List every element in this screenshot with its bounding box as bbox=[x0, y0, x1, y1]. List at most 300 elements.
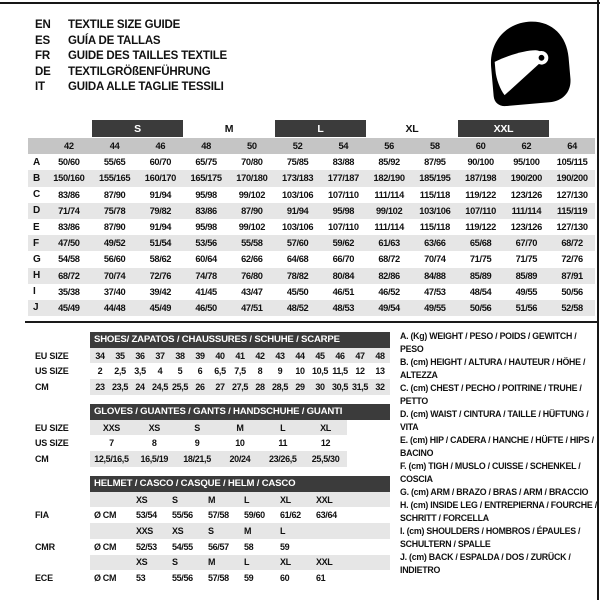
language-title: TEXTILGRÖßENFÜHRUNG bbox=[68, 65, 211, 78]
size-group-label: XL bbox=[405, 122, 419, 135]
gloves-row-values bbox=[90, 420, 347, 435]
measurement-value: 95/98 bbox=[332, 205, 355, 216]
measurement-value: 83/86 bbox=[58, 189, 80, 200]
shoes-value: 2,5 bbox=[114, 366, 126, 377]
measurement-value: 67/70 bbox=[515, 238, 538, 249]
helmet-table-title: HELMET / CASCO / CASQUE / HELM / CASCO bbox=[90, 476, 390, 492]
gloves-table bbox=[28, 404, 390, 467]
helmet-value: 59 bbox=[244, 573, 254, 584]
helmet-size-label: L bbox=[244, 557, 250, 568]
shoes-value: 34 bbox=[95, 350, 105, 361]
gloves-row-values bbox=[90, 436, 347, 451]
measurement-value: 68/72 bbox=[561, 238, 583, 249]
measurement-value: 173/183 bbox=[282, 173, 314, 184]
measurement-value: 111/114 bbox=[511, 205, 542, 216]
measurement-value: 50/56 bbox=[469, 302, 492, 313]
helmet-standard-row bbox=[28, 508, 390, 523]
shoes-value: 9 bbox=[277, 366, 283, 377]
measurement-value: 56/60 bbox=[103, 254, 126, 265]
measurement-value: 87/90 bbox=[103, 222, 126, 233]
helmet-unit-label: Ø CM bbox=[94, 573, 117, 584]
measurement-value: 155/165 bbox=[99, 173, 131, 184]
language-code: FR bbox=[35, 50, 50, 63]
measurement-value: 39/42 bbox=[149, 286, 172, 297]
shoes-value: 5 bbox=[177, 366, 183, 377]
helmet-value: 58 bbox=[244, 541, 254, 552]
helmet-value: 61/62 bbox=[280, 510, 301, 521]
language-code: ES bbox=[35, 34, 50, 47]
shoes-value: 4 bbox=[157, 366, 163, 377]
helmet-value: 60 bbox=[280, 573, 290, 584]
gloves-value: 25,5/30 bbox=[311, 453, 340, 464]
helmet-value: 55/56 bbox=[172, 573, 193, 584]
gloves-value: 23/26,5 bbox=[268, 453, 297, 464]
gloves-row bbox=[28, 436, 390, 451]
shoes-value: 23,5 bbox=[111, 381, 129, 392]
measurement-value: 85/92 bbox=[378, 157, 400, 168]
measurement-value: 90/100 bbox=[467, 157, 494, 168]
shoes-value: 8 bbox=[257, 366, 263, 377]
language-title: TEXTILE SIZE GUIDE bbox=[68, 19, 181, 31]
measurement-value: 85/89 bbox=[469, 270, 492, 281]
helmet-standard-values bbox=[90, 539, 390, 554]
measurement-row-label: D bbox=[33, 205, 40, 217]
measurement-value: 127/130 bbox=[556, 189, 588, 200]
measurement-value: 103/106 bbox=[282, 222, 314, 233]
measurement-value: 53/56 bbox=[195, 238, 217, 249]
gloves-table-title: GLOVES / GUANTES / GANTS / HANDSCHUHE / GUANTI bbox=[90, 404, 390, 420]
measurement-value: 46/50 bbox=[195, 302, 217, 313]
measurement-value: 44/48 bbox=[103, 302, 126, 313]
legend-item: G. (cm) ARM / BRAZO / BRAS / ARM / BRACCIO bbox=[400, 487, 589, 497]
gloves-value: 12 bbox=[320, 438, 331, 449]
measurement-value: 177/187 bbox=[327, 173, 359, 184]
measurement-value: 70/74 bbox=[103, 270, 126, 281]
gloves-row-label: US SIZE bbox=[35, 438, 69, 449]
shoes-value: 36 bbox=[135, 350, 145, 361]
measurement-value: 58/62 bbox=[149, 254, 172, 265]
helmet-value: 53/54 bbox=[136, 510, 157, 521]
measurement-value: 46/51 bbox=[332, 286, 355, 297]
measurement-value: 37/40 bbox=[103, 286, 126, 297]
helmet-value: 61 bbox=[316, 573, 326, 584]
measurement-value: 105/115 bbox=[556, 157, 588, 168]
helmet-value: 55/56 bbox=[172, 510, 193, 521]
shoes-value: 7,5 bbox=[234, 366, 246, 377]
measurement-value: 64/68 bbox=[286, 254, 309, 265]
measurement-row bbox=[28, 219, 595, 235]
shoes-value: 23 bbox=[95, 381, 105, 392]
helmet-size-label: XS bbox=[136, 494, 148, 505]
measurement-value: 127/130 bbox=[556, 222, 588, 233]
gloves-value: 8 bbox=[151, 438, 157, 449]
measurement-value: 95/100 bbox=[513, 157, 540, 168]
measurement-value: 170/180 bbox=[236, 173, 268, 184]
measurement-value: 107/110 bbox=[328, 189, 359, 200]
language-row bbox=[35, 65, 227, 81]
helmet-value: 56/57 bbox=[208, 541, 229, 552]
helmet-size-label: S bbox=[172, 494, 178, 505]
measurement-value: 160/170 bbox=[144, 173, 176, 184]
helmet-value: 59 bbox=[280, 541, 290, 552]
helmet-size-label: S bbox=[208, 525, 214, 536]
measurement-value: 115/118 bbox=[419, 189, 450, 200]
helmet-table bbox=[28, 476, 390, 586]
language-title: GUIDA ALLE TAGLIE TESSILI bbox=[68, 81, 224, 94]
measurement-value: 45/50 bbox=[286, 286, 309, 297]
measurement-row-label: F bbox=[33, 237, 39, 249]
shoes-value: 35 bbox=[115, 350, 125, 361]
shoes-value: 12 bbox=[355, 366, 365, 377]
gloves-value: 9 bbox=[194, 438, 200, 449]
measurement-value: 49/52 bbox=[103, 238, 126, 249]
size-number: 54 bbox=[338, 141, 349, 152]
helmet-value: 63/64 bbox=[316, 510, 337, 521]
shoes-value: 39 bbox=[195, 350, 205, 361]
shoes-value: 27,5 bbox=[231, 381, 249, 392]
shoes-value: 10 bbox=[295, 366, 305, 377]
measurement-value: 74/78 bbox=[195, 270, 217, 281]
measurement-value: 75/85 bbox=[286, 157, 309, 168]
measurement-value: 49/55 bbox=[424, 302, 446, 313]
measurement-value: 55/65 bbox=[103, 157, 126, 168]
measurement-value: 87/91 bbox=[561, 270, 583, 281]
measurement-value: 190/200 bbox=[556, 173, 588, 184]
measurement-value: 49/55 bbox=[515, 286, 538, 297]
shoes-row bbox=[28, 379, 390, 394]
measurement-value: 52/58 bbox=[561, 302, 583, 313]
measurement-value: 79/82 bbox=[149, 205, 172, 216]
measurement-value: 119/122 bbox=[465, 222, 496, 233]
measurement-value: 70/74 bbox=[424, 254, 446, 265]
measurement-value: 107/110 bbox=[465, 205, 496, 216]
helmet-value: 57/58 bbox=[208, 510, 229, 521]
helmet-size-row bbox=[28, 523, 390, 538]
language-title-list bbox=[35, 18, 227, 96]
language-title: GUIDE DES TAILLES TEXTILE bbox=[68, 50, 227, 63]
size-number: 56 bbox=[384, 141, 394, 152]
gloves-value: 10 bbox=[235, 438, 245, 449]
measurement-value: 83/88 bbox=[332, 157, 355, 168]
shoes-table-rows bbox=[28, 348, 390, 395]
measurement-value: 72/76 bbox=[149, 270, 172, 281]
shoes-value: 27 bbox=[215, 381, 225, 392]
measurement-value: 65/75 bbox=[195, 157, 217, 168]
measurement-value: 71/74 bbox=[58, 205, 80, 216]
shoes-value: 40 bbox=[215, 350, 225, 361]
measurement-value: 72/76 bbox=[561, 254, 583, 265]
helmet-standard-row bbox=[28, 570, 390, 585]
gloves-value: 20/24 bbox=[229, 453, 251, 464]
measurement-value: 49/54 bbox=[378, 302, 400, 313]
measurement-value: 50/56 bbox=[561, 286, 583, 297]
shoes-row-label: CM bbox=[35, 381, 49, 392]
gloves-value: 16,5/19 bbox=[140, 453, 169, 464]
size-group-row bbox=[28, 120, 595, 137]
measurement-row bbox=[28, 251, 595, 267]
measurement-value: 111/114 bbox=[374, 189, 404, 200]
gloves-value: XL bbox=[320, 422, 331, 433]
gloves-value: 11 bbox=[278, 438, 288, 449]
size-number: 48 bbox=[201, 141, 211, 152]
measurement-value: 123/126 bbox=[510, 189, 542, 200]
top-border-rule bbox=[0, 2, 600, 4]
helmet-size-label: XL bbox=[280, 494, 291, 505]
measurement-value: 78/82 bbox=[286, 270, 309, 281]
shoes-value: 45 bbox=[315, 350, 325, 361]
helmet-size-label: XS bbox=[136, 557, 148, 568]
gloves-value: 12,5/16,5 bbox=[94, 453, 129, 464]
shoes-value: 46 bbox=[335, 350, 345, 361]
shoes-row bbox=[28, 348, 390, 363]
helmet-value: 53 bbox=[136, 573, 146, 584]
shoes-value: 44 bbox=[295, 350, 305, 361]
legend-item: C. (cm) CHEST / PECHO / POITRINE / TRUHE / PETTO bbox=[400, 383, 582, 406]
gloves-value: 7 bbox=[109, 438, 114, 449]
legend-item: J. (cm) BACK / ESPALDA / DOS / ZURÜCK / INDIETRO bbox=[400, 552, 571, 575]
measurement-value: 50/60 bbox=[58, 157, 80, 168]
measurement-value: 185/195 bbox=[419, 173, 451, 184]
measurement-row bbox=[28, 235, 595, 251]
shoes-value: 26 bbox=[195, 381, 205, 392]
measurement-value: 95/98 bbox=[195, 189, 217, 200]
measurement-value: 103/106 bbox=[419, 205, 451, 216]
measurement-value: 95/98 bbox=[195, 222, 217, 233]
measurement-row-label: C bbox=[33, 189, 40, 201]
measurement-value: 99/102 bbox=[238, 222, 266, 233]
helmet-size-row bbox=[28, 555, 390, 570]
helmet-size-label: XL bbox=[280, 557, 291, 568]
main-size-table bbox=[28, 120, 595, 316]
helmet-value: 52/53 bbox=[136, 541, 157, 552]
measurement-value: 83/86 bbox=[58, 222, 80, 233]
gloves-table-rows bbox=[28, 420, 390, 467]
gloves-value: S bbox=[194, 422, 200, 433]
helmet-standard-values bbox=[90, 570, 390, 585]
measurement-value: 48/52 bbox=[286, 302, 309, 313]
size-number: 62 bbox=[521, 141, 532, 152]
measurement-value: 71/75 bbox=[515, 254, 538, 265]
shoes-value: 48 bbox=[375, 350, 385, 361]
measurement-value: 150/160 bbox=[53, 173, 85, 184]
helmet-icon bbox=[478, 12, 578, 112]
measurement-value: 71/75 bbox=[469, 254, 492, 265]
size-number: 58 bbox=[430, 141, 440, 152]
measurement-value: 80/84 bbox=[332, 270, 355, 281]
shoes-value: 10,5 bbox=[311, 366, 329, 377]
language-title: GUÍA DE TALLAS bbox=[68, 34, 161, 47]
measurement-value: 54/58 bbox=[58, 254, 80, 265]
helmet-size-label: M bbox=[208, 494, 216, 505]
measurement-value: 46/52 bbox=[378, 286, 400, 297]
helmet-unit-label: Ø CM bbox=[94, 510, 117, 521]
measurement-value: 43/47 bbox=[241, 286, 263, 297]
shoes-value: 37 bbox=[155, 350, 165, 361]
helmet-value: 54/55 bbox=[172, 541, 193, 552]
helmet-standard-values bbox=[90, 508, 390, 523]
measurement-value: 59/62 bbox=[332, 238, 355, 249]
helmet-size-label: L bbox=[244, 494, 250, 505]
size-group-label: S bbox=[92, 120, 184, 137]
helmet-standard-row bbox=[28, 539, 390, 554]
measurement-value: 91/94 bbox=[286, 205, 309, 216]
shoes-value: 6,5 bbox=[214, 366, 226, 377]
language-row bbox=[35, 80, 227, 96]
size-group-spacer bbox=[28, 120, 46, 137]
legend-item: I. (cm) SHOULDERS / HOMBROS / ÉPAULES / SCHULTERN / SPALLE bbox=[400, 526, 581, 549]
shoes-value: 38 bbox=[175, 350, 185, 361]
shoes-row-values bbox=[90, 364, 390, 379]
shoes-value: 30 bbox=[315, 381, 325, 392]
helmet-size-labels bbox=[90, 523, 390, 538]
measurement-row bbox=[28, 268, 595, 284]
measurement-value: 165/175 bbox=[190, 173, 222, 184]
helmet-value: 59/60 bbox=[244, 510, 265, 521]
measurement-value: 63/66 bbox=[424, 238, 446, 249]
shoes-value: 2 bbox=[97, 366, 103, 377]
shoes-row bbox=[28, 364, 390, 379]
measurement-row-label: A bbox=[33, 156, 40, 168]
shoes-value: 42 bbox=[255, 350, 265, 361]
gloves-row-label: CM bbox=[35, 453, 49, 464]
measurement-value: 85/89 bbox=[515, 270, 538, 281]
helmet-size-row bbox=[28, 492, 390, 507]
legend-item: D. (cm) WAIST / CINTURA / TAILLE / HÜFTUNG / VITA bbox=[400, 409, 589, 432]
shoes-value: 43 bbox=[275, 350, 285, 361]
measurement-value: 60/64 bbox=[195, 254, 217, 265]
shoes-value: 47 bbox=[355, 350, 365, 361]
measurement-value: 45/49 bbox=[58, 302, 80, 313]
size-number-row bbox=[28, 138, 595, 154]
helmet-size-label: XXL bbox=[316, 557, 333, 568]
helmet-value: 57/58 bbox=[208, 573, 229, 584]
measurement-row bbox=[28, 170, 595, 186]
section-divider-rule bbox=[25, 321, 597, 323]
measurement-row-label: G bbox=[33, 253, 41, 265]
measurement-value: 115/119 bbox=[557, 205, 588, 216]
helmet-size-label: L bbox=[280, 525, 286, 536]
measurement-row bbox=[28, 187, 595, 203]
measurement-value: 35/38 bbox=[58, 286, 80, 297]
helmet-size-label: XS bbox=[172, 525, 184, 536]
measurement-value: 115/118 bbox=[419, 222, 450, 233]
measurement-value: 51/56 bbox=[515, 302, 538, 313]
legend-item: F. (cm) TIGH / MUSLO / CUISSE / SCHENKEL / COSCIA bbox=[400, 461, 581, 484]
gloves-value: M bbox=[236, 422, 244, 433]
size-group-label: L bbox=[275, 120, 367, 137]
measurement-value: 75/78 bbox=[103, 205, 126, 216]
legend-item: H. (cm) INSIDE LEG / ENTREPIERNA / FOURCHE / SCHRITT / FORCELLA bbox=[400, 500, 597, 523]
helmet-standard-label: ECE bbox=[35, 573, 53, 584]
helmet-table-rows bbox=[28, 492, 390, 586]
shoes-value: 24 bbox=[135, 381, 145, 392]
language-row bbox=[35, 49, 227, 65]
shoes-value: 28,5 bbox=[271, 381, 289, 392]
measurement-value: 99/102 bbox=[375, 205, 403, 216]
helmet-size-label: XXS bbox=[136, 525, 153, 536]
measurement-value: 68/72 bbox=[378, 254, 400, 265]
gloves-value: XS bbox=[148, 422, 160, 433]
gloves-row-label: EU SIZE bbox=[35, 422, 69, 433]
measurement-row-label: H bbox=[33, 270, 40, 282]
shoes-value: 13 bbox=[375, 366, 385, 377]
language-code: EN bbox=[35, 19, 51, 31]
gloves-row bbox=[28, 451, 390, 466]
measurement-value: 47/53 bbox=[424, 286, 446, 297]
shoes-value: 24,5 bbox=[151, 381, 169, 392]
gloves-value: L bbox=[280, 422, 286, 433]
size-number: 64 bbox=[567, 141, 577, 152]
size-number: 50 bbox=[247, 141, 257, 152]
measurement-row-label: B bbox=[33, 172, 40, 184]
shoes-value: 25,5 bbox=[171, 381, 189, 392]
shoes-row-values bbox=[90, 379, 390, 394]
measurement-value: 76/80 bbox=[241, 270, 263, 281]
shoes-table-title: SHOES/ ZAPATOS / CHAUSSURES / SCHUHE / SCARPE bbox=[90, 332, 390, 348]
measurement-value: 119/122 bbox=[465, 189, 496, 200]
measurement-row-label: J bbox=[33, 302, 39, 314]
size-group-label: M bbox=[224, 122, 234, 135]
measurement-value: 70/80 bbox=[241, 157, 263, 168]
measurement-value: 91/94 bbox=[149, 222, 172, 233]
language-row bbox=[35, 34, 227, 50]
measurement-value: 87/95 bbox=[424, 157, 446, 168]
language-code: DE bbox=[35, 65, 51, 78]
helmet-size-label: XXL bbox=[316, 494, 333, 505]
size-number: 46 bbox=[155, 141, 166, 152]
language-code: IT bbox=[35, 81, 45, 94]
measurement-value: 87/90 bbox=[241, 205, 263, 216]
measurement-value: 187/198 bbox=[465, 173, 497, 184]
helmet-unit-label: Ø CM bbox=[94, 541, 117, 552]
gloves-row-values bbox=[90, 451, 347, 466]
legend-item: B. (cm) HEIGHT / ALTURA / HAUTEUR / HÖHE / ALTEZZA bbox=[400, 357, 586, 380]
measurement-value: 84/88 bbox=[424, 270, 446, 281]
size-number: 42 bbox=[64, 141, 74, 152]
measurement-value: 55/58 bbox=[241, 238, 263, 249]
gloves-value: XXS bbox=[102, 422, 120, 433]
shoes-row-label: US SIZE bbox=[35, 366, 69, 377]
measurement-value: 66/70 bbox=[332, 254, 355, 265]
measurement-value: 51/54 bbox=[149, 238, 172, 249]
measurement-value: 57/60 bbox=[286, 238, 309, 249]
measurement-value: 103/106 bbox=[282, 189, 314, 200]
size-number: 52 bbox=[292, 141, 303, 152]
shoes-value: 30,5 bbox=[331, 381, 349, 392]
helmet-size-label: M bbox=[244, 525, 252, 536]
measurement-row bbox=[28, 300, 595, 316]
measurement-value: 47/50 bbox=[58, 238, 80, 249]
helmet-size-labels bbox=[90, 555, 390, 570]
legend-item: E. (cm) HIP / CADERA / HANCHE / HÜFTE / HIPS / BACINO bbox=[400, 435, 594, 458]
shoes-value: 6 bbox=[197, 366, 203, 377]
shoes-value: 41 bbox=[235, 350, 245, 361]
shoes-row-values bbox=[90, 348, 390, 363]
measurement-legend bbox=[400, 330, 597, 577]
helmet-standard-label: CMR bbox=[35, 541, 55, 552]
measurement-value: 61/63 bbox=[378, 238, 400, 249]
measurement-value: 62/66 bbox=[241, 254, 263, 265]
measurement-value: 60/70 bbox=[149, 157, 172, 168]
measurement-row bbox=[28, 284, 595, 300]
measurement-value: 47/51 bbox=[241, 302, 263, 313]
measurement-value: 82/86 bbox=[378, 270, 400, 281]
shoes-value: 31,5 bbox=[351, 381, 369, 392]
measurement-value: 48/53 bbox=[332, 302, 355, 313]
right-border-rule bbox=[597, 0, 599, 600]
size-number: 60 bbox=[475, 141, 486, 152]
shoes-value: 32 bbox=[375, 381, 385, 392]
